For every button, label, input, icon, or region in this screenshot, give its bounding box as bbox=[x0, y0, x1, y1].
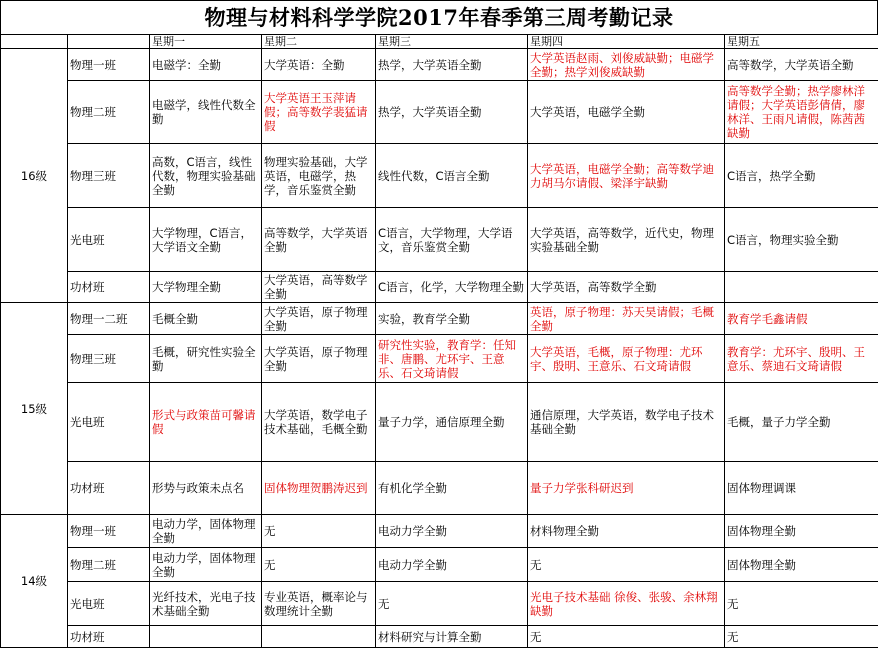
attendance-cell: 光电子技术基础 徐俊、张骏、余林翔缺勤 bbox=[528, 582, 725, 626]
attendance-cell: 研究性实验，教育学：任知非、唐鹏、尤环宇、王意乐、石文琦请假 bbox=[376, 335, 528, 383]
attendance-cell: 材料物理全勤 bbox=[528, 515, 725, 548]
weekday-header-cell: 星期一 bbox=[150, 35, 262, 49]
class-name-cell: 物理一班 bbox=[68, 49, 150, 81]
attendance-cell: 固体物理贺鹏涛迟到 bbox=[262, 462, 376, 515]
attendance-cell: 无 bbox=[725, 582, 878, 626]
attendance-cell: 固体物理调课 bbox=[725, 462, 878, 515]
attendance-cell: 英语，原子物理：苏天昊请假；毛概全勤 bbox=[528, 303, 725, 335]
attendance-cell: 大学英语，毛概，原子物理：尤环宇、殷明、王意乐、石文琦请假 bbox=[528, 335, 725, 383]
attendance-cell: 大学英语王玉萍请假；高等数学裴猛请假 bbox=[262, 81, 376, 144]
class-name-cell: 物理二班 bbox=[68, 548, 150, 582]
attendance-cell: 高等数学全勤；热学廖林洋请假；大学英语彭倩倩，廖林洋、王雨凡请假，陈茜茜缺勤 bbox=[725, 81, 878, 144]
class-name-cell: 功材班 bbox=[68, 626, 150, 648]
attendance-cell: 无 bbox=[262, 515, 376, 548]
attendance-cell: 量子力学，通信原理全勤 bbox=[376, 383, 528, 462]
attendance-cell: 大学物理，C语言，大学语文全勤 bbox=[150, 208, 262, 272]
attendance-cell: 电磁学：全勤 bbox=[150, 49, 262, 81]
table-row bbox=[1, 626, 878, 648]
table-row bbox=[1, 515, 878, 548]
attendance-cell: 大学英语，电磁学全勤；高等数学迪力胡马尔请假、梁泽宇缺勤 bbox=[528, 144, 725, 208]
class-name-cell: 光电班 bbox=[68, 582, 150, 626]
attendance-cell: 无 bbox=[528, 626, 725, 648]
attendance-cell: 毛概，量子力学全勤 bbox=[725, 383, 878, 462]
attendance-cell: 无 bbox=[376, 582, 528, 626]
attendance-cell: 通信原理，大学英语，数学电子技术基础全勤 bbox=[528, 383, 725, 462]
attendance-cell: 教育学：尤环宇、殷明、王意乐、蔡迪石文琦请假 bbox=[725, 335, 878, 383]
attendance-cell: 无 bbox=[725, 626, 878, 648]
attendance-cell: 毛概全勤 bbox=[150, 303, 262, 335]
grade-label: 15级 bbox=[1, 303, 68, 515]
attendance-cell: C语言，化学，大学物理全勤 bbox=[376, 272, 528, 303]
attendance-cell: 教育学毛鑫请假 bbox=[725, 303, 878, 335]
table-row bbox=[1, 208, 878, 272]
attendance-cell: 电磁学，线性代数全勤 bbox=[150, 81, 262, 144]
attendance-cell: 高数，C语言，线性代数，物理实验基础全勤 bbox=[150, 144, 262, 208]
attendance-cell: 电动力学，固体物理全勤 bbox=[150, 515, 262, 548]
attendance-cell: 形式与政策苗可馨请假 bbox=[150, 383, 262, 462]
attendance-cell: C语言，物理实验全勤 bbox=[725, 208, 878, 272]
attendance-cell: 物理实验基础，大学英语，电磁学，热学，音乐鉴赏全勤 bbox=[262, 144, 376, 208]
weekday-header-cell: 星期四 bbox=[528, 35, 725, 49]
table-row bbox=[1, 548, 878, 582]
table-row bbox=[1, 144, 878, 208]
class-name-cell: 光电班 bbox=[68, 208, 150, 272]
attendance-cell bbox=[262, 626, 376, 648]
table-row bbox=[1, 582, 878, 626]
class-name-cell: 功材班 bbox=[68, 272, 150, 303]
attendance-cell: 大学英语赵雨、刘俊威缺勤；电磁学全勤；热学刘俊威缺勤 bbox=[528, 49, 725, 81]
attendance-cell: 大学英语，高等数学全勤 bbox=[262, 272, 376, 303]
attendance-cell: 大学英语，原子物理全勤 bbox=[262, 335, 376, 383]
attendance-cell: 实验，教育学全勤 bbox=[376, 303, 528, 335]
attendance-cell: 有机化学全勤 bbox=[376, 462, 528, 515]
attendance-cell: 热学，大学英语全勤 bbox=[376, 81, 528, 144]
weekday-header-row bbox=[1, 35, 878, 49]
attendance-cell: 线性代数，C语言全勤 bbox=[376, 144, 528, 208]
attendance-cell: 大学英语，高等数学，近代史，物理实验基础全勤 bbox=[528, 208, 725, 272]
attendance-cell: 大学英语，电磁学全勤 bbox=[528, 81, 725, 144]
attendance-cell: 高等数学，大学英语全勤 bbox=[262, 208, 376, 272]
table-row bbox=[1, 383, 878, 462]
attendance-cell: 形势与政策未点名 bbox=[150, 462, 262, 515]
attendance-cell: 大学英语，原子物理全勤 bbox=[262, 303, 376, 335]
class-name-cell: 物理三班 bbox=[68, 335, 150, 383]
table-row bbox=[1, 272, 878, 303]
attendance-cell: C语言，热学全勤 bbox=[725, 144, 878, 208]
weekday-header-cell bbox=[68, 35, 150, 49]
attendance-cell bbox=[725, 272, 878, 303]
attendance-cell: C语言，大学物理，大学语文，音乐鉴赏全勤 bbox=[376, 208, 528, 272]
class-name-cell: 功材班 bbox=[68, 462, 150, 515]
class-name-cell: 物理一班 bbox=[68, 515, 150, 548]
attendance-cell: 大学英语，数学电子技术基础，毛概全勤 bbox=[262, 383, 376, 462]
class-name-cell: 物理一二班 bbox=[68, 303, 150, 335]
attendance-cell: 材料研究与计算全勤 bbox=[376, 626, 528, 648]
attendance-cell: 电动力学全勤 bbox=[376, 515, 528, 548]
attendance-cell: 大学英语，高等数学全勤 bbox=[528, 272, 725, 303]
attendance-cell: 专业英语，概率论与数理统计全勤 bbox=[262, 582, 376, 626]
weekday-header-cell: 星期五 bbox=[725, 35, 878, 49]
table-row bbox=[1, 462, 878, 515]
attendance-cell: 热学，大学英语全勤 bbox=[376, 49, 528, 81]
page-title: 物理与材料科学学院2017年春季第三周考勤记录 bbox=[0, 0, 878, 34]
attendance-cell: 大学英语：全勤 bbox=[262, 49, 376, 81]
attendance-cell: 电动力学全勤 bbox=[376, 548, 528, 582]
table-row bbox=[1, 303, 878, 335]
table-row bbox=[1, 49, 878, 81]
attendance-cell: 固体物理全勤 bbox=[725, 548, 878, 582]
attendance-cell: 量子力学张科研迟到 bbox=[528, 462, 725, 515]
attendance-cell: 毛概，研究性实验全勤 bbox=[150, 335, 262, 383]
attendance-cell: 电动力学，固体物理全勤 bbox=[150, 548, 262, 582]
attendance-table bbox=[0, 34, 878, 648]
weekday-header-cell: 星期二 bbox=[262, 35, 376, 49]
class-name-cell: 物理二班 bbox=[68, 81, 150, 144]
weekday-header-cell: 星期三 bbox=[376, 35, 528, 49]
class-name-cell: 光电班 bbox=[68, 383, 150, 462]
table-row bbox=[1, 81, 878, 144]
grade-label: 14级 bbox=[1, 515, 68, 648]
grade-label: 16级 bbox=[1, 49, 68, 303]
attendance-cell: 光纤技术，光电子技术基础全勤 bbox=[150, 582, 262, 626]
class-name-cell: 物理三班 bbox=[68, 144, 150, 208]
table-row bbox=[1, 335, 878, 383]
attendance-cell: 大学物理全勤 bbox=[150, 272, 262, 303]
attendance-cell: 固体物理全勤 bbox=[725, 515, 878, 548]
weekday-header-cell bbox=[1, 35, 68, 49]
attendance-cell: 无 bbox=[262, 548, 376, 582]
attendance-cell bbox=[150, 626, 262, 648]
attendance-cell: 无 bbox=[528, 548, 725, 582]
attendance-cell: 高等数学，大学英语全勤 bbox=[725, 49, 878, 81]
